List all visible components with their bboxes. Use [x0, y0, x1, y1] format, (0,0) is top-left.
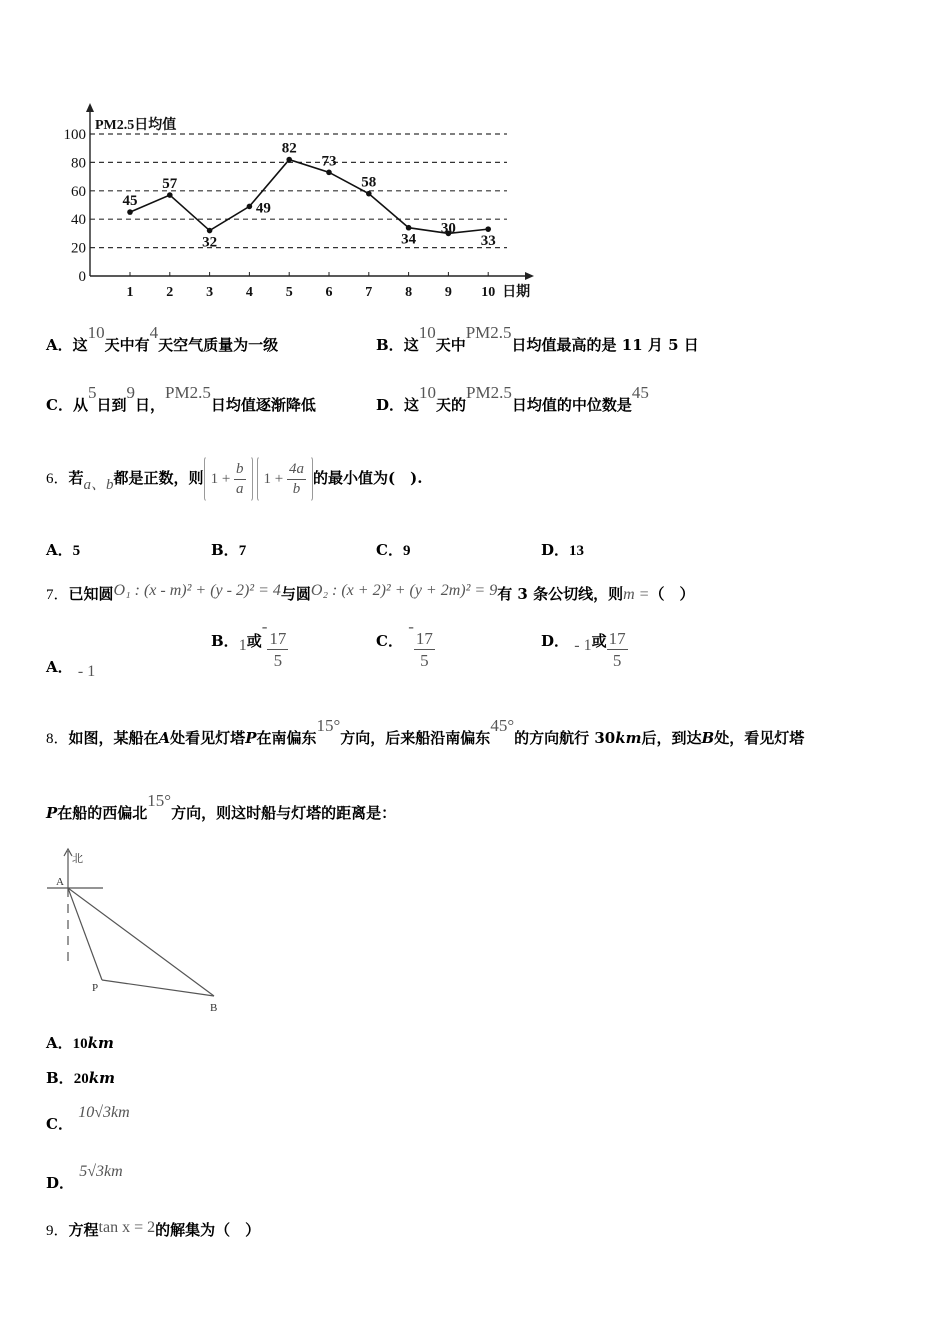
data-point [286, 157, 292, 163]
option-label: D． [541, 631, 570, 650]
option-label: C． [46, 396, 73, 414]
unit: km [87, 1034, 114, 1052]
q8-option-b[interactable] [46, 1067, 115, 1088]
y-tick-label: 40 [71, 212, 86, 229]
q6-option-c[interactable] [376, 539, 410, 560]
x-tick-label: 10 [481, 285, 496, 300]
q7-stem [46, 583, 694, 604]
option-label: A． [46, 541, 73, 559]
data-point [167, 192, 173, 198]
text: 天的 [436, 396, 467, 414]
text: 方向，则这时船与灯塔的距离是： [171, 804, 397, 822]
option-label: A． [46, 658, 73, 676]
text: 在南偏东 [256, 729, 317, 747]
data-point [127, 209, 133, 215]
q8-stem-line1 [46, 716, 805, 748]
math: a、b [83, 477, 114, 493]
text: 如图，某船在 [68, 729, 159, 747]
math: 45° [490, 716, 515, 735]
math: 5 [612, 651, 622, 670]
chart-title: PM2.5日均值 [95, 118, 177, 133]
text: （ ） [649, 585, 695, 603]
y-axis-arrow [86, 103, 94, 112]
data-label: 32 [202, 234, 218, 251]
option-label: B． [46, 1069, 74, 1087]
text: 的方向航行 30 [514, 729, 616, 747]
data-point [207, 228, 213, 234]
text: 天空气质量为一级 [158, 336, 279, 354]
option-value: 20 [73, 1071, 89, 1087]
text: 这 [404, 396, 420, 414]
x-axis-arrow [525, 272, 534, 280]
text: 日均值的中位数是 [511, 396, 632, 414]
math: tan x = 2 [98, 1219, 156, 1236]
text: 的最小值为( ). [313, 469, 423, 487]
text: 处看见灯塔 [170, 729, 246, 747]
math: 5 [420, 651, 429, 670]
math: b [292, 481, 301, 498]
math: - 1 [574, 636, 592, 654]
x-tick-label: 5 [285, 285, 293, 300]
math-factor-2 [257, 456, 313, 502]
x-tick-label: 2 [166, 285, 174, 300]
q5-option-b[interactable] [376, 323, 699, 355]
option-label: A． [46, 336, 73, 354]
math: O₂ : (x + 2)² + (y + 2m)² = 9 [310, 582, 498, 599]
data-point [366, 191, 372, 197]
unit: km [615, 729, 642, 747]
point-label: A [158, 729, 171, 747]
q6-option-a[interactable] [46, 539, 80, 560]
text: 在船的西偏北 [57, 804, 148, 822]
data-label: 49 [255, 200, 271, 217]
math: - 1 [77, 663, 96, 680]
point-A-label: A [56, 876, 64, 888]
data-label: 30 [440, 220, 456, 237]
option-label: C． [46, 1115, 73, 1133]
q5-option-d[interactable] [376, 383, 649, 415]
math: 45 [631, 383, 649, 402]
x-tick-label: 9 [444, 285, 452, 300]
text: 日均值最高的是 11 月 5 日 [511, 336, 699, 354]
chart-marks [123, 141, 496, 251]
math: 4 [149, 323, 159, 342]
text: 与圆 [280, 585, 311, 603]
math: 10 [418, 323, 436, 342]
math: 5 [87, 383, 97, 402]
data-label: 82 [281, 140, 297, 157]
math-factor-1 [204, 456, 253, 502]
option-value: 13 [569, 543, 585, 559]
option-value: 10 [72, 1036, 88, 1052]
option-label: B． [211, 631, 239, 650]
text: 日均值逐渐降低 [210, 396, 316, 414]
option-label: D． [46, 1174, 75, 1192]
unit: km [88, 1069, 115, 1087]
q5-option-a[interactable] [46, 323, 279, 355]
y-tick-label: 100 [63, 127, 86, 143]
text: 都是正数，则 [113, 469, 204, 487]
q7-option-c[interactable] [376, 616, 435, 670]
text: 日， [134, 396, 165, 414]
text: 从 [72, 396, 88, 414]
option-value: 5 [72, 543, 81, 559]
data-label: 57 [162, 176, 178, 193]
y-tick-label: 0 [78, 269, 86, 285]
x-tick-label: 6 [325, 285, 333, 300]
point-label: P [245, 729, 257, 747]
math: a [236, 481, 244, 498]
y-tick-label: 80 [71, 155, 86, 172]
math: 1 + [263, 471, 284, 487]
math: 9 [126, 383, 135, 402]
text: 方程 [68, 1221, 99, 1239]
math: 17 [415, 629, 433, 648]
math: O₁ : (x - m)² + (y - 2)² = 4 [113, 582, 281, 599]
math: 4a [287, 462, 306, 480]
math: PM2.5 [466, 383, 512, 402]
point-P-label: P [92, 982, 99, 994]
text: 处，看见灯塔 [714, 729, 805, 747]
x-tick-label: 3 [206, 285, 214, 300]
option-label: A． [46, 1034, 73, 1052]
option-value: 7 [238, 543, 247, 559]
math: 17 [608, 629, 626, 648]
text: 若 [68, 469, 84, 487]
text: 天中 [435, 336, 466, 354]
text: 后，到达 [641, 729, 702, 747]
math: 10 [419, 383, 437, 402]
data-point [326, 170, 332, 176]
data-label: 58 [361, 174, 377, 191]
q8-option-c[interactable] [46, 1104, 130, 1134]
pm25-line-chart [55, 100, 555, 305]
math: 15° [316, 716, 341, 735]
q5-option-c[interactable] [46, 383, 316, 415]
math: PM2.5 [165, 383, 211, 402]
data-label: 34 [401, 231, 417, 248]
q6-stem [46, 455, 422, 502]
option-label: B． [211, 541, 239, 559]
math: - [261, 616, 268, 636]
text: 或 [246, 631, 262, 650]
text: 的解集为（ ） [155, 1221, 261, 1239]
data-label: 45 [122, 193, 138, 210]
text: 有 3 条公切线，则 [497, 585, 624, 603]
q9-stem [46, 1219, 260, 1240]
math: 1 [238, 636, 247, 654]
question-number: 6． [46, 471, 69, 487]
segment-AP [68, 888, 102, 980]
q7-option-a[interactable] [46, 656, 96, 680]
data-label: 73 [321, 153, 337, 170]
text: 或 [591, 631, 607, 650]
data-label: 33 [480, 233, 496, 250]
math: 10 [87, 323, 105, 342]
option-label: D． [541, 541, 570, 559]
data-point [406, 225, 412, 231]
x-tick-label: 8 [405, 285, 413, 300]
point-label: B [701, 729, 715, 747]
math: 10√3km [78, 1104, 130, 1121]
text: 这 [72, 336, 88, 354]
ship-lighthouse-diagram [45, 843, 230, 1018]
point-B-label: B [210, 1002, 218, 1014]
q7-option-d[interactable] [541, 630, 628, 669]
q6-option-d[interactable] [541, 539, 584, 560]
q6-option-b[interactable] [211, 539, 246, 560]
option-label: C． [376, 541, 403, 559]
question-number: 9． [46, 1223, 69, 1239]
x-axis-label: 日期 [502, 285, 531, 300]
x-tick-label: 1 [126, 285, 134, 300]
math: 5√3km [79, 1163, 123, 1180]
y-tick-label: 60 [71, 183, 86, 200]
math: 15° [147, 791, 172, 810]
text: 天中有 [104, 336, 150, 354]
math: b [234, 462, 246, 480]
text: 这 [403, 336, 419, 354]
data-point [485, 226, 491, 232]
question-number: 7． [46, 587, 69, 603]
math: 17 [269, 629, 287, 648]
data-point [247, 204, 253, 210]
segment-AB [68, 888, 214, 996]
text: 日到 [96, 396, 127, 414]
q8-option-a[interactable] [46, 1032, 114, 1053]
x-tick-label: 4 [245, 285, 253, 300]
x-tick-label: 7 [365, 285, 373, 300]
point-label: P [46, 804, 58, 822]
math: PM2.5 [465, 323, 512, 342]
option-label: C． [376, 631, 403, 650]
option-value: 9 [402, 543, 411, 559]
math: m = [623, 586, 650, 603]
text: 已知圆 [68, 585, 114, 603]
math: - [408, 616, 414, 636]
q8-stem-line2 [46, 791, 397, 823]
question-number: 8． [46, 731, 69, 747]
q8-option-d[interactable] [46, 1163, 123, 1193]
option-label: B． [376, 336, 404, 354]
text: 方向，后来船沿南偏东 [340, 729, 491, 747]
north-label: 北 [72, 853, 83, 865]
y-tick-label: 20 [71, 240, 86, 257]
math: 5 [273, 651, 283, 670]
q7-option-b[interactable] [211, 616, 288, 670]
option-label: D． [376, 396, 405, 414]
math: 1 + [210, 471, 231, 487]
segment-PB [102, 980, 214, 996]
series-line [130, 160, 488, 237]
